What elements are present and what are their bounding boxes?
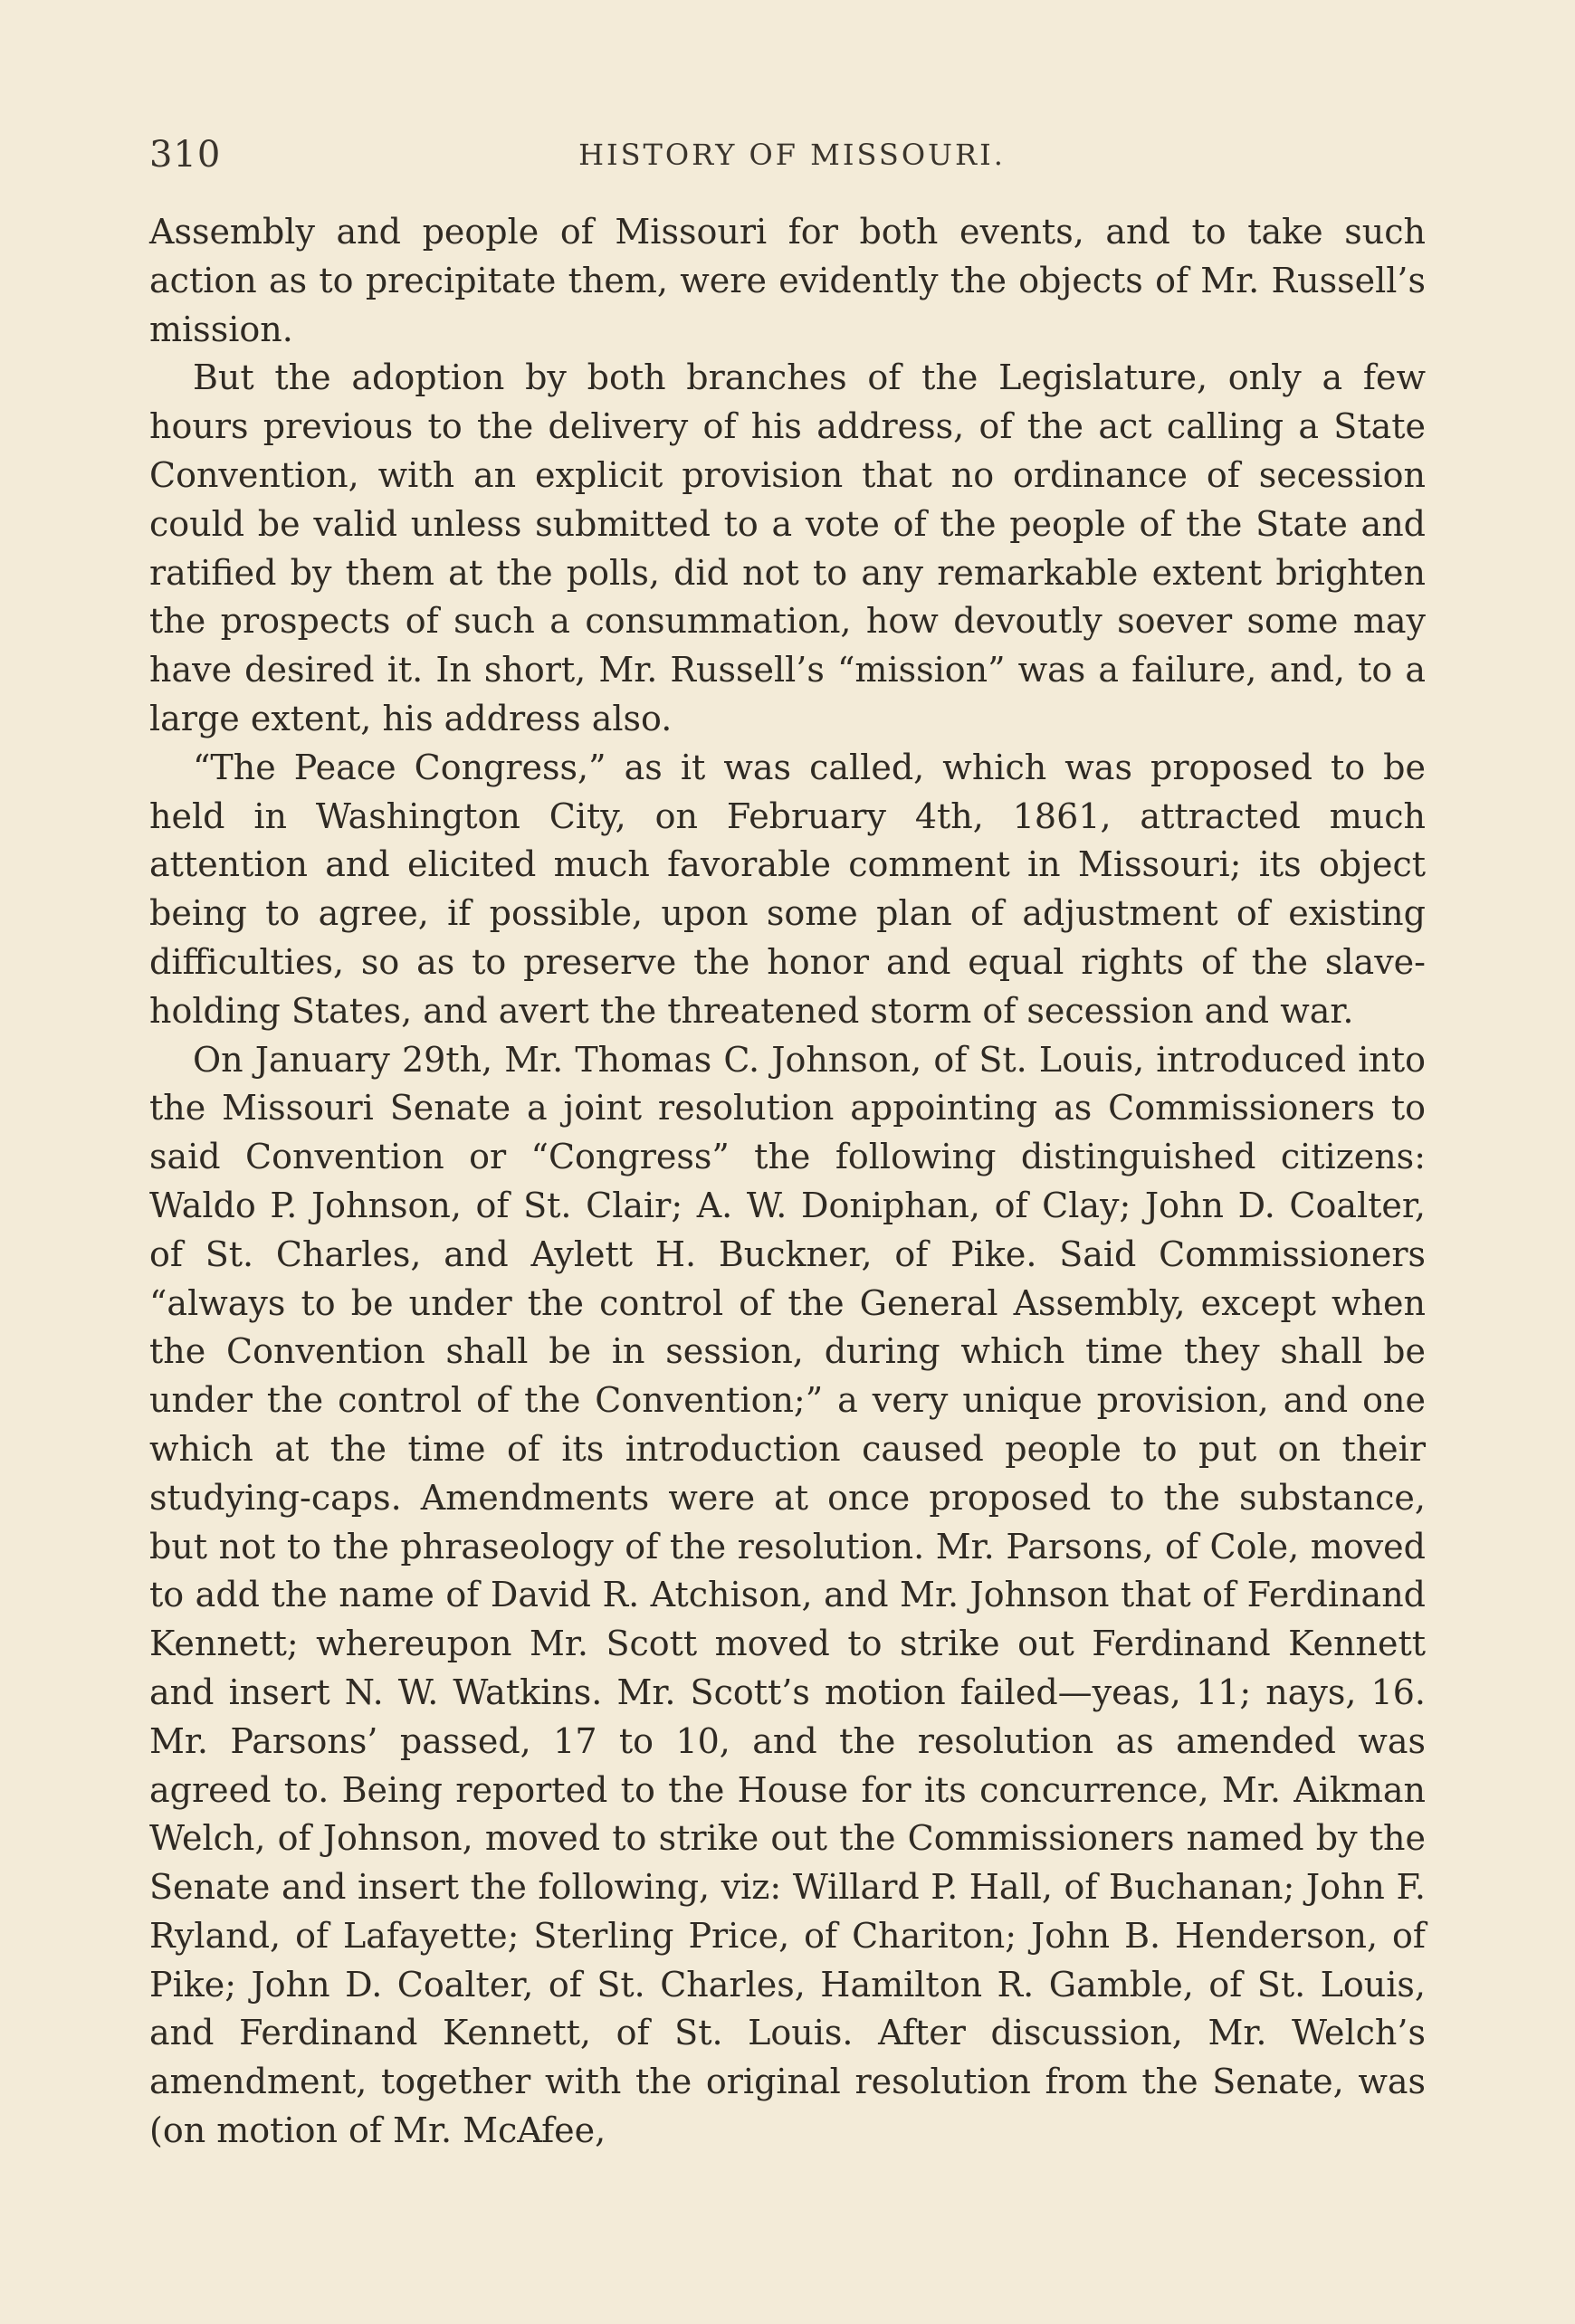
- page-header: [149, 134, 1435, 179]
- paragraph-continued: Assembly and people of Missouri for both events, and to take such action as to precipitate them, were evidently the objects of Mr. Russell’s mission.: [149, 212, 1426, 349]
- paragraph-legislature-convention: But the adoption by both branches of the Legislature, only a few hours previous to the delivery of his address, of the act calling a State Convention, with an explicit provision that no ordinance of secession could be valid unless submitted to a vote of the people of the State and ratified by them at the polls, did not to any remarkable extent brighten the prospects of such a consummation, how devoutly soever some may have desired it. In short, Mr. Russell’s “mission” was a failure, and, to a large extent, his address also.: [149, 357, 1426, 738]
- running-head: HISTORY OF MISSOURI.: [578, 138, 1006, 172]
- body-text: [149, 208, 1426, 2156]
- paragraph-peace-congress: “The Peace Congress,” as it was called, which was proposed to be held in Washington City, on February 4th, 1861, attracted much attention and elicited much favorable comment in Missouri; its object being to agree, if possible, upon some plan of adjustment of existing difficulties, so as to preserve the honor and equal rights of the slave-holding States, and avert the threatened storm of secession and war.: [149, 747, 1426, 1031]
- paragraph-commissioners-resolution: On January 29th, Mr. Thomas C. Johnson, of St. Louis, introduced into the Missouri Senate a joint resolution appointing as Commissioners to said Convention or “Congress” the following distinguished citizens: Waldo P. Johnson, of St. Clair; A. W. Doniphan, of Clay; John D. Coalter, of St. Charles, and Aylett H. Buckner, of Pike. Said Commissioners “always to be under the control of the General Assembly, except when the Convention shall be in session, during which time they shall be under the control of the Convention;” a very unique provision, and one which at the time of its introduction caused people to put on their studying-caps. Amendments were at once proposed to the substance, but not to the phraseology of the resolution. Mr. Parsons, of Cole, moved to add the name of David R. Atchison, and Mr. Johnson that of Ferdinand Kennett; whereupon Mr. Scott moved to strike out Ferdinand Kennett and insert N. W. Watkins. Mr. Scott’s motion failed—yeas, 11; nays, 16. Mr. Parsons’ passed, 17 to 10, and the resolution as amended was agreed to. Being reported to the House for its concurrence, Mr. Aikman Welch, of Johnson, moved to strike out the Commissioners named by the Senate and insert the following, viz: Willard P. Hall, of Buchanan; John F. Ryland, of Lafayette; Sterling Price, of Chariton; John B. Henderson, of Pike; John D. Coalter, of St. Charles, Hamilton R. Gamble, of St. Louis, and Ferdinand Kennett, of St. Louis. After discussion, Mr. Welch’s amendment, together with the original resolution from the Senate, was (on motion of Mr. McAfee,: [149, 1039, 1426, 2151]
- page-number: 310: [149, 134, 222, 176]
